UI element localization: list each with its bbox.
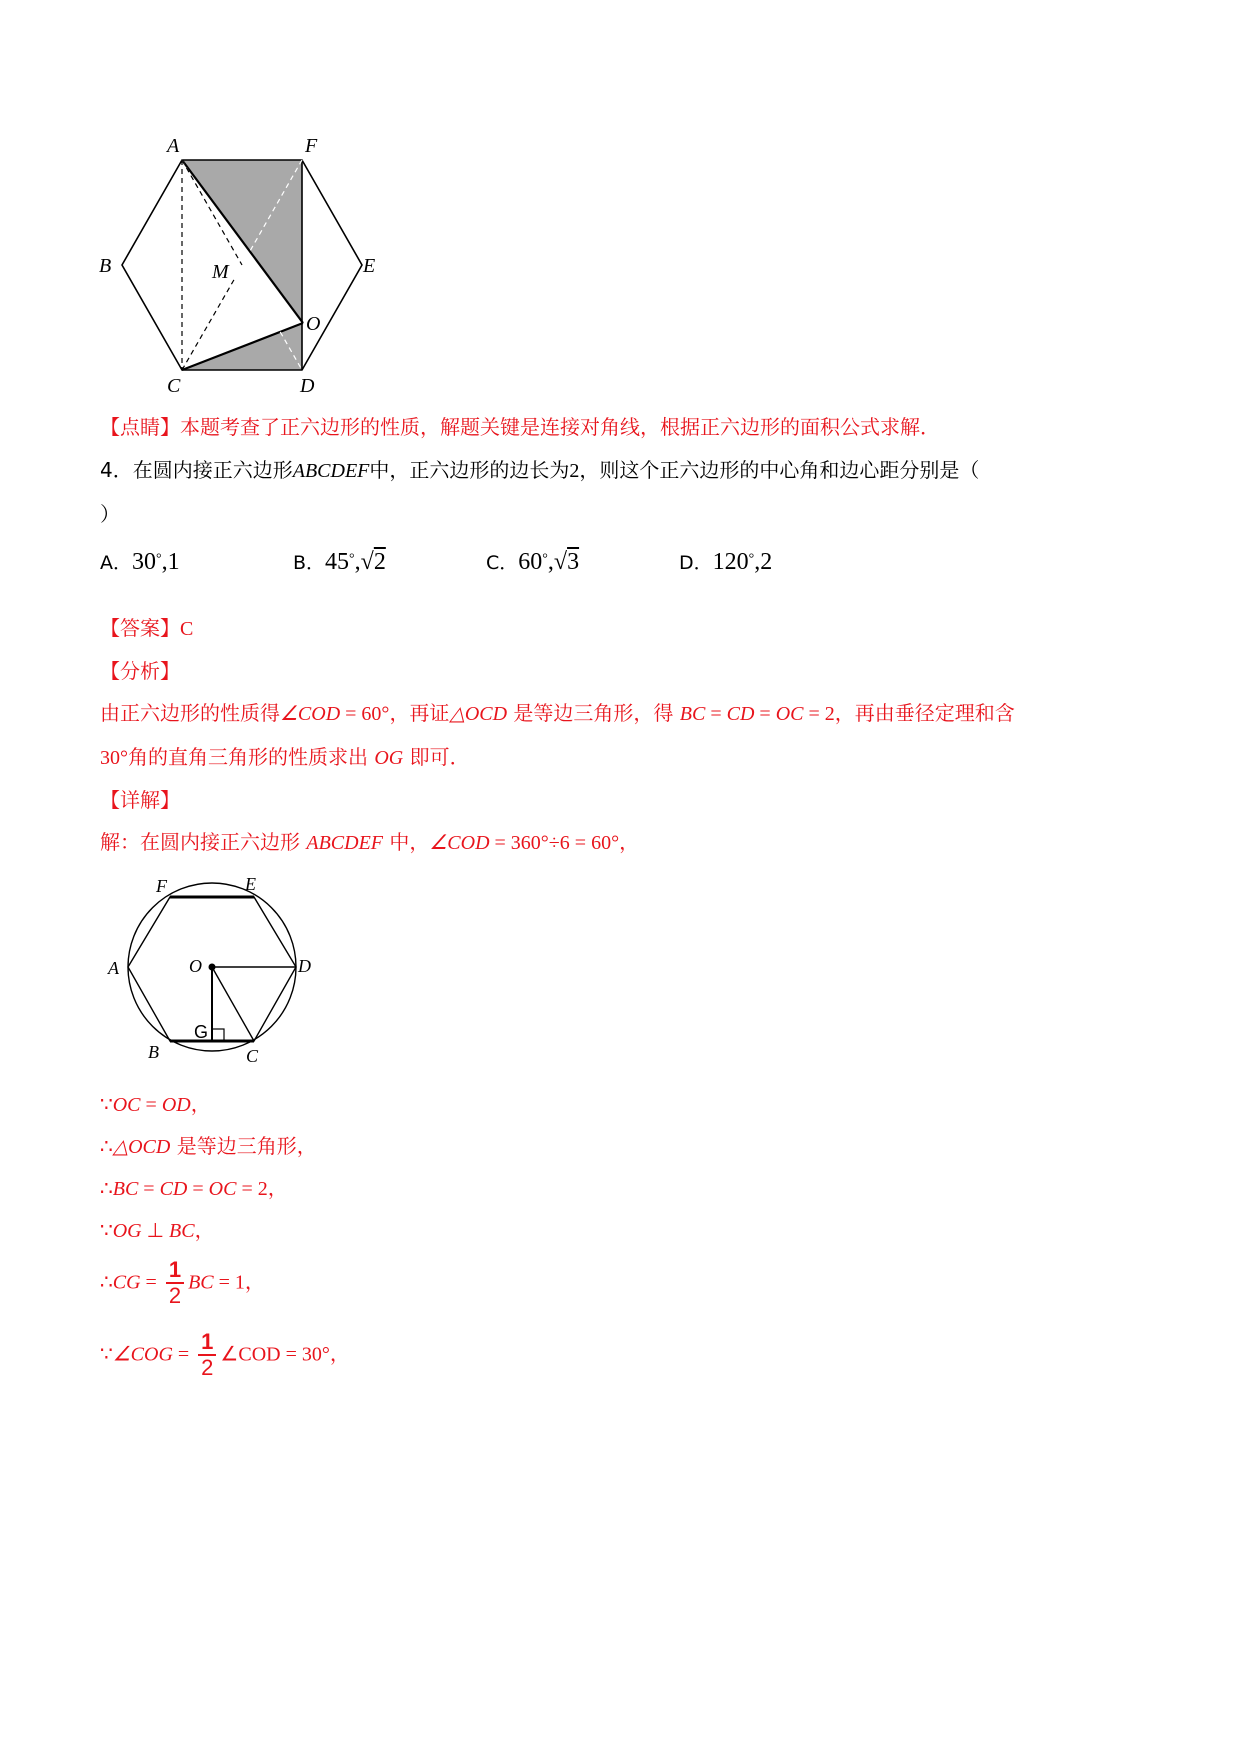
label-F: F xyxy=(305,135,318,157)
detail-tag: 【详解】 xyxy=(100,788,180,812)
label-C: C xyxy=(167,375,181,397)
label-G2: G xyxy=(194,1022,209,1042)
question-line-1: 4．在圆内接正六边形ABCDEF中，正六边形的边长为2，则这个正六边形的中心角和边心距分别是（ xyxy=(100,458,980,482)
option-B[interactable]: B．45°,√2 xyxy=(293,549,386,575)
label-A2: A xyxy=(108,958,119,978)
option-A[interactable]: A．30°,1 xyxy=(100,549,180,575)
step-5: ∴CG = $\frac{1}{2}$ BC = 1， xyxy=(100,1257,265,1308)
label-E: E xyxy=(363,255,376,277)
label-D2: D xyxy=(298,956,311,976)
label-F2: F xyxy=(156,876,167,896)
label-B: B xyxy=(99,255,112,277)
label-O: O xyxy=(306,313,321,335)
step-6: ∵∠COG = $\frac{1}{2}$ ∠COD = 30°， xyxy=(100,1329,350,1380)
label-E2: E xyxy=(245,874,256,894)
comment-tag: 【点睛】 xyxy=(100,415,180,439)
comment-text: 本题考查了正六边形的性质，解题关键是连接对角线，根据正六边形的面积公式求解． xyxy=(180,415,940,439)
analysis-line-1: 由正六边形的性质得∠COD = 60°，再证△OCD 是等边三角形，得 BC = CD = OC = 2，再由垂径定理和含 xyxy=(100,701,1015,725)
option-C[interactable]: C．60°,√3 xyxy=(486,549,580,575)
hexagon-figure-1 xyxy=(95,130,395,400)
step-1: ∵OC = OD， xyxy=(100,1092,211,1116)
hexagon-figure-2 xyxy=(100,870,330,1070)
label-C2: C xyxy=(246,1046,259,1066)
comment-line xyxy=(100,412,940,442)
detail-line-1: 解：在圆内接正六边形 ABCDEF 中，∠COD = 360°÷6 = 60°， xyxy=(100,830,640,854)
label-A: A xyxy=(167,135,180,157)
analysis-line-2: 30°角的直角三角形的性质求出 OG 即可． xyxy=(100,745,470,769)
answer-line: 【答案】C xyxy=(100,616,194,640)
step-4: ∵OG ⊥ BC， xyxy=(100,1218,215,1242)
step-2: ∴△OCD 是等边三角形， xyxy=(100,1134,317,1158)
label-O2: O xyxy=(189,956,202,976)
label-M: M xyxy=(212,261,229,283)
label-B2: B xyxy=(148,1042,159,1062)
fraction-half-2: $\frac{1}{2}$ xyxy=(198,1330,216,1380)
question-line-2: ） xyxy=(100,502,120,526)
sqrt-sign: √ xyxy=(553,549,568,575)
option-D[interactable]: D．120°,2 xyxy=(679,549,773,575)
analysis-tag: 【分析】 xyxy=(100,659,180,683)
sqrt-sign: √ xyxy=(360,549,374,575)
label-D: D xyxy=(300,375,315,397)
step-3: ∴BC = CD = OC = 2， xyxy=(100,1176,288,1200)
fraction-half: $\frac{1}{2}$ xyxy=(166,1258,184,1308)
